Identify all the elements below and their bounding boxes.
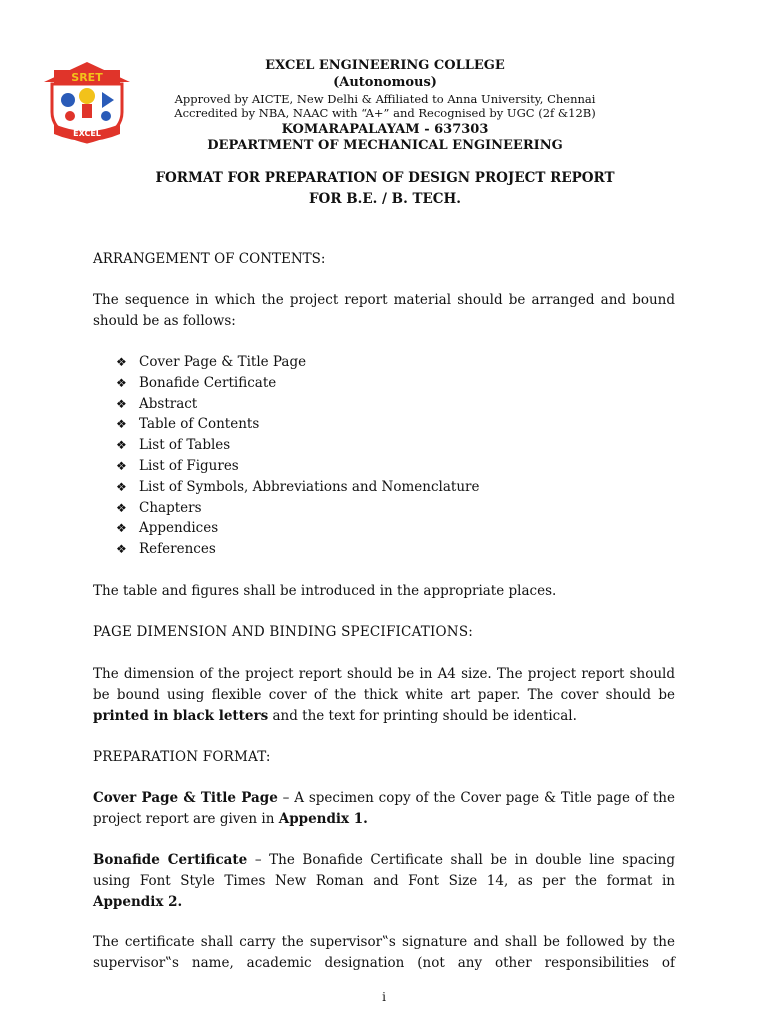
- list-item-text: List of Tables: [139, 437, 231, 454]
- list-item-text: Abstract: [139, 395, 198, 412]
- bonafide-text: – The Bonafide Certificate shall be in double line spacing using Font Style Times New Roman and Font Size 14, as per the format in: [93, 852, 675, 889]
- list-item: [116, 518, 479, 539]
- list-item-text: List of Figures: [139, 457, 239, 474]
- contents-list: [116, 352, 479, 560]
- list-item-text: References: [139, 541, 216, 558]
- department-name: DEPARTMENT OF MECHANICAL ENGINEERING: [207, 138, 563, 153]
- logo-bottom-text: EXCEL: [73, 129, 101, 138]
- college-location: KOMARAPALAYAM - 637303: [281, 122, 489, 137]
- tables-figures-note: The table and figures shall be introduced in the appropriate places.: [93, 583, 557, 599]
- cover-page-appendix-ref: Appendix 1.: [278, 810, 368, 827]
- list-item: [116, 394, 479, 415]
- page-number: i: [382, 990, 386, 1004]
- list-item: [116, 477, 479, 498]
- document-title-line1: FORMAT FOR PREPARATION OF DESIGN PROJECT REPORT: [155, 170, 615, 186]
- list-item: [116, 498, 479, 519]
- cover-page-text: – A specimen copy of the Cover page & Title page of the project report are given in: [93, 790, 675, 827]
- diamond-bullet-icon: ❖: [116, 396, 127, 411]
- list-item: [116, 435, 479, 456]
- list-item-text: Cover Page & Title Page: [139, 354, 307, 370]
- certificate-paragraph: The certificate shall carry the supervisor‟s signature and shall be followed by the supervisor‟s name, academic designation (not any other responsibilities of: [93, 934, 675, 971]
- dimension-paragraph: [93, 664, 675, 726]
- document-title-line2: FOR B.E. / B. TECH.: [308, 191, 462, 207]
- accreditation-line: Accredited by NBA, NAAC with “A+” and Recognised by UGC (2f &12B): [174, 106, 596, 120]
- list-item-text: Bonafide Certificate: [139, 374, 277, 391]
- arrangement-intro: The sequence in which the project report material should be arranged and bound should be as follows:: [93, 292, 675, 329]
- diamond-bullet-icon: ❖: [116, 438, 127, 453]
- cover-page-label: Cover Page & Title Page: [93, 790, 278, 806]
- diamond-bullet-icon: ❖: [116, 542, 127, 557]
- list-item: [116, 373, 479, 394]
- list-item-text: Appendices: [139, 520, 219, 537]
- cover-page-paragraph: [93, 788, 675, 830]
- diamond-bullet-icon: ❖: [116, 521, 127, 536]
- dimension-text-end: and the text for printing should be identical.: [268, 707, 577, 724]
- diamond-bullet-icon: ❖: [116, 355, 127, 369]
- list-item-text: Chapters: [139, 499, 202, 516]
- list-item-text: List of Symbols, Abbreviations and Nomenclature: [139, 478, 480, 495]
- heading-page-dimension: PAGE DIMENSION AND BINDING SPECIFICATIONS:: [93, 624, 474, 640]
- list-item: [116, 352, 479, 373]
- bonafide-paragraph: [93, 850, 675, 912]
- diamond-bullet-icon: ❖: [116, 479, 127, 494]
- bonafide-label: Bonafide Certificate: [93, 852, 248, 868]
- dimension-bold-text: printed in black letters: [93, 707, 269, 724]
- diamond-bullet-icon: ❖: [116, 417, 127, 432]
- diamond-bullet-icon: ❖: [116, 500, 127, 515]
- diamond-bullet-icon: ❖: [116, 375, 127, 390]
- heading-arrangement: ARRANGEMENT OF CONTENTS:: [93, 251, 326, 267]
- college-name: EXCEL ENGINEERING COLLEGE: [265, 58, 505, 73]
- dimension-text: The dimension of the project report should be in A4 size. The project report should be bound using flexible cover of the thick white art paper. The cover should be: [93, 666, 675, 703]
- autonomous-label: (Autonomous): [333, 75, 437, 90]
- heading-preparation-format: PREPARATION FORMAT:: [93, 749, 271, 765]
- diamond-bullet-icon: ❖: [116, 458, 127, 473]
- approval-line: Approved by AICTE, New Delhi & Affiliated to Anna University, Chennai: [174, 92, 596, 106]
- bonafide-appendix-ref: Appendix 2.: [93, 893, 183, 910]
- list-item-text: Table of Contents: [139, 416, 260, 433]
- logo-top-text: SRET: [71, 71, 103, 84]
- list-item: [116, 414, 479, 435]
- list-item: [116, 539, 479, 560]
- list-item: [116, 456, 479, 477]
- college-logo-icon: [40, 60, 134, 144]
